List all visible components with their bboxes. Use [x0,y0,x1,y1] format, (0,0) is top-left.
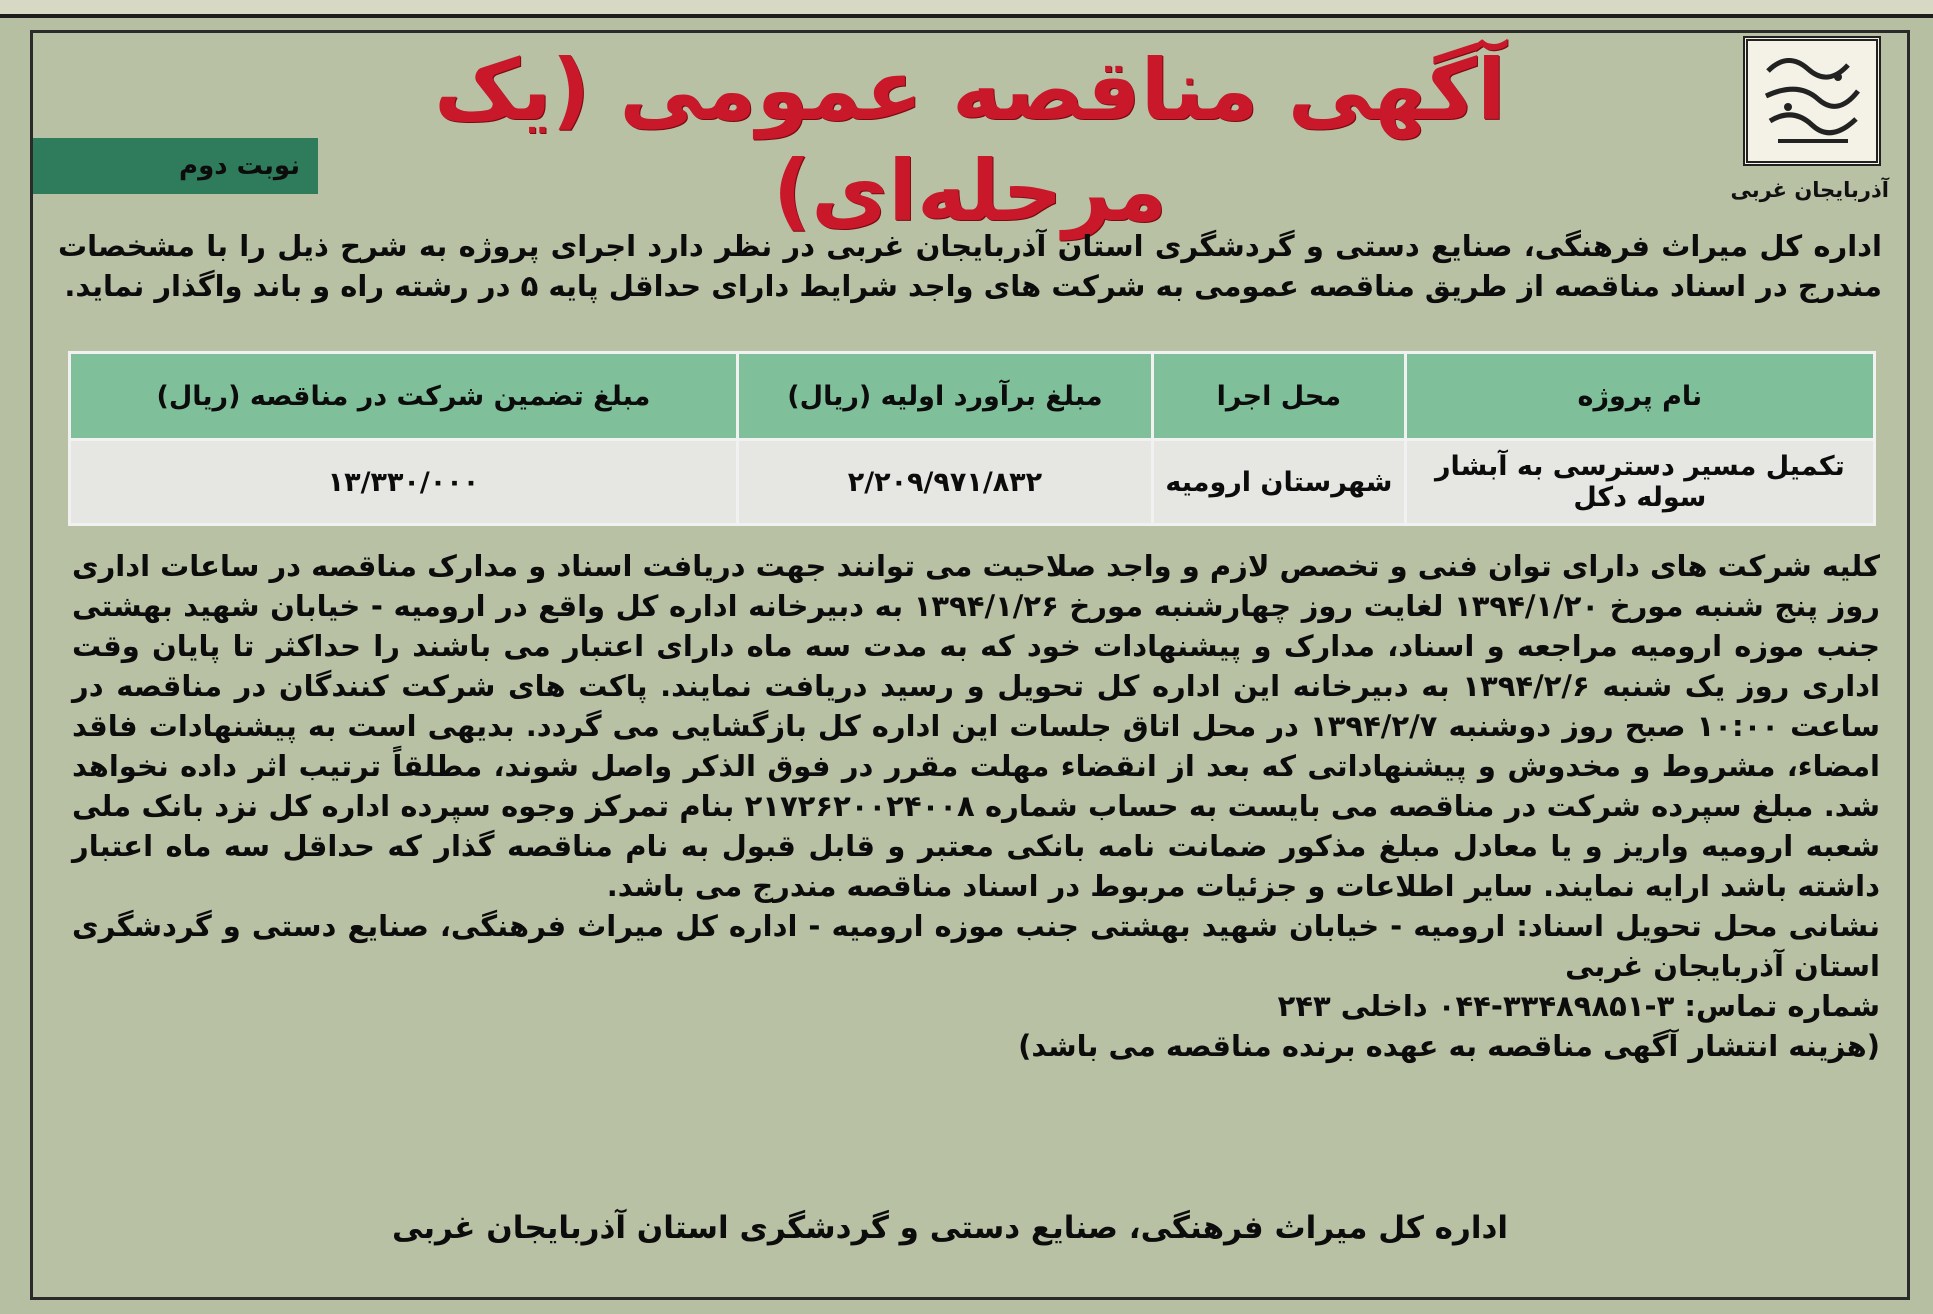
page-top-strip [0,0,1933,18]
organization-logo [1743,36,1881,166]
cell-location: شهرستان ارومیه [1153,440,1406,525]
header-location: محل اجرا [1153,353,1406,440]
notice-body [72,546,1880,1066]
header-guarantee: مبلغ تضمین شرکت در مناقصه (ریال) [70,353,738,440]
table-header-row [70,353,1875,440]
phone-line: شماره تماس: ۳-۳۳۴۸۹۸۵۱-۰۴۴ داخلی ۲۴۳ [1277,989,1880,1023]
intro-paragraph: اداره کل میراث فرهنگی، صنایع دستی و گردشگری استان آذربایجان غربی در نظر دارد اجرای پروژه به شرح ذیل را با مشخصات مندرج در اسناد مناقصه از طریق مناقصه عمومی به شرکت های واجد شرایط دارای حداقل پایه ۵ در رشته راه و باند واگذار نماید. [58,229,1882,303]
address-line: نشانی محل تحویل اسناد: ارومیه - خیابان شهید بهشتی جنب موزه ارومیه - اداره کل میراث فرهنگی، صنایع دستی و گردشگری استان آذربایجان غربی [72,909,1880,983]
notice-title: آگهی مناقصه عمومی (یک مرحله‌ای) [434,41,1506,240]
cell-guarantee: ۱۳/۳۳۰/۰۰۰ [70,440,738,525]
issuer-signature: اداره کل میراث فرهنگی، صنایع دستی و گردشگری استان آذربایجان غربی [392,1210,1508,1246]
logo-region-label: آذربایجان غربی [1730,178,1889,202]
header-project-name: نام پروژه [1405,353,1874,440]
project-table [68,351,1876,526]
table-row [70,440,1875,525]
calligraphy-logo-icon [1748,41,1876,161]
cell-estimate: ۲/۲۰۹/۹۷۱/۸۳۲ [737,440,1152,525]
header-estimate: مبلغ برآورد اولیه (ریال) [737,353,1152,440]
conditions-paragraph: کلیه شرکت های دارای توان فنی و تخصص لازم و واجد صلاحیت می توانند جهت دریافت اسناد و مدارک مناقصه در ساعات اداری روز پنج شنبه مورخ ۱۳۹۴/۱/۲۰ لغایت روز چهارشنبه مورخ ۱۳۹۴/۱/۲۶ به دبیرخانه اداره کل واقع در ارومیه - خیابان شهید بهشتی جنب موزه ارومیه مراجعه و اسناد، مدارک و پیشنهادات خود که به مدت سه ماه دارای اعتبار می باشند را حداکثر تا پایان وقت اداری روز یک شنبه ۱۳۹۴/۲/۶ به دبیرخانه این اداره کل تحویل و رسید دریافت نمایند. پاکت های شرکت کنندگان در مناقصه در ساعت ۱۰:۰۰ صبح روز دوشنبه ۱۳۹۴/۲/۷ در محل اتاق جلسات این اداره کل بازگشایی می گردد. بدیهی است به پیشنهادات فاقد امضاء، مشروط و مخدوش و پیشنهاداتی که بعد از انقضاء مهلت مقرر در فوق الذکر واصل شوند، مطلقاً ترتیب اثر داده نخواهد شد. مبلغ سپرده شرکت در مناقصه می بایست به حساب شماره ۲۱۷۲۶۲۰۰۲۴۰۰۸ بنام تمرکز وجوه سپرده اداره کل نزد بانک ملی شعبه ارومیه واریز و یا معادل مبلغ مذکور ضمانت نامه بانکی معتبر و قابل قبول به نام مناقصه گذار که حداقل سه ماه اعتبار داشته باشد ارایه نمایند. سایر اطلاعات و جزئیات مربوط در اسناد مناقصه مندرج می باشد. [72,549,1881,903]
cell-project-name: تکمیل مسیر دسترسی به آبشار سوله دکل [1405,440,1874,525]
round-badge: نوبت دوم [33,138,318,194]
cost-note: (هزینه انتشار آگهی مناقصه به عهده برنده مناقصه می باشد) [1018,1029,1880,1063]
